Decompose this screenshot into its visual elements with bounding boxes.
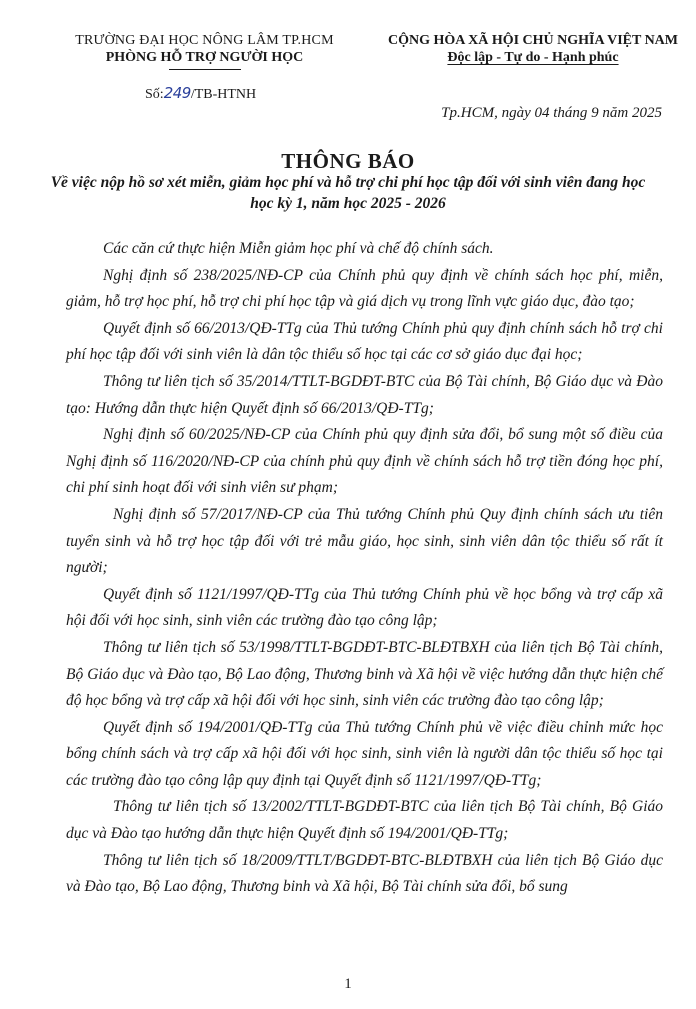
document-number (145, 84, 256, 104)
body-paragraph: Quyết định số 66/2013/QĐ-TTg của Thủ tướng Chính phủ quy định chính sách hỗ trợ chi phí học tập đối với sinh viên là dân tộc thiểu số học tại các cơ sở giáo dục đại học; (66, 319, 663, 364)
body-paragraph: Thông tư liên tịch số 18/2009/TTLT/BGDĐT-BTC-BLĐTBXH của liên tịch Bộ Giáo dục và Đào tạo, Bộ Lao động, Thương binh và Xã hội, Bộ Tài chính sửa đổi, bổ sung (66, 851, 663, 896)
page-number: 1 (344, 976, 352, 992)
date-line: Tp.HCM, ngày 04 tháng 9 năm 2025 (441, 105, 662, 121)
body-paragraph: Nghị định số 238/2025/NĐ-CP của Chính phủ quy định về chính sách học phí, miễn, giảm, hỗ trợ học phí, hỗ trợ chi phí học tập và giá dịch vụ trong lĩnh vực giáo dục, đào tạo; (66, 266, 663, 311)
header-divider (169, 69, 241, 70)
body-paragraph: Thông tư liên tịch số 53/1998/TTLT-BGDĐT-BTC-BLĐTBXH của liên tịch Bộ Tài chính, Bộ Giáo dục và Đào tạo, Bộ Lao động, Thương binh và Xã hội về việc hướng dẫn thực hiện chế độ học bổng và trợ cấp xã hội đối với học sinh, sinh viên các trường đào tạo công lập; (66, 638, 663, 710)
body-paragraph: Nghị định số 57/2017/NĐ-CP của Thủ tướng Chính phủ Quy định chính sách ưu tiên tuyển sinh và hỗ trợ học tập đối với trẻ mẫu giáo, học sinh, sinh viên dân tộc thiểu số rất ít người; (66, 505, 663, 577)
doc-number-handwritten: 249 (163, 84, 191, 102)
national-header (374, 32, 692, 66)
document-subtitle: Về việc nộp hồ sơ xét miễn, giảm học phí và hỗ trợ chi phí học tập đối với sinh viên đang học học kỳ 1, năm học 2025 - 2026 (50, 174, 646, 212)
doc-number-suffix: /TB-HTNH (190, 87, 257, 102)
body-paragraph: Thông tư liên tịch số 13/2002/TTLT-BGDĐT-BTC của liên tịch Bộ Tài chính, Bộ Giáo dục và Đào tạo hướng dẫn thực hiện Quyết định số 194/2001/QĐ-TTg; (66, 798, 663, 843)
republic-name: CỘNG HÒA XÃ HỘI CHỦ NGHĨA VIỆT NAM (387, 33, 678, 48)
department-name: PHÒNG HỖ TRỢ NGƯỜI HỌC (105, 50, 304, 65)
issuer-header (62, 32, 347, 70)
body-paragraph: Các căn cứ thực hiện Miễn giảm học phí và chế độ chính sách. (103, 240, 494, 257)
body-paragraph: Thông tư liên tịch số 35/2014/TTLT-BGDĐT-BTC của Bộ Tài chính, Bộ Giáo dục và Đào tạo: Hướng dẫn thực hiện Quyết định số 66/2013/QĐ-TTg; (66, 372, 663, 417)
document-title: THÔNG BÁO (281, 149, 415, 173)
school-name: TRƯỜNG ĐẠI HỌC NÔNG LÂM TP.HCM (75, 33, 334, 48)
body-paragraph: Nghị định số 60/2025/NĐ-CP của Chính phủ quy định sửa đổi, bổ sung một số điều của Nghị định số 116/2020/NĐ-CP của chính phủ quy định về chính sách hỗ trợ tiền đóng học phí, chi phí sinh hoạt đối với sinh viên sư phạm; (66, 426, 663, 497)
doc-number-prefix: Số: (145, 87, 164, 102)
document-body (66, 236, 663, 901)
body-paragraph: Quyết định số 194/2001/QĐ-TTg của Thủ tướng Chính phủ về việc điều chỉnh mức học bổng chính sách và trợ cấp xã hội đối với học sinh, sinh viên là người dân tộc thiểu số học tại các trường đào tạo công lập quy định tại Quyết định số 1121/1997/QĐ-TTg; (66, 718, 663, 789)
national-motto: Độc lập - Tự do - Hạnh phúc (447, 50, 619, 65)
body-paragraph: Quyết định số 1121/1997/QĐ-TTg của Thủ tướng Chính phủ về học bổng và trợ cấp xã hội đối với học sinh, sinh viên các trường đào tạo công lập; (66, 585, 663, 630)
